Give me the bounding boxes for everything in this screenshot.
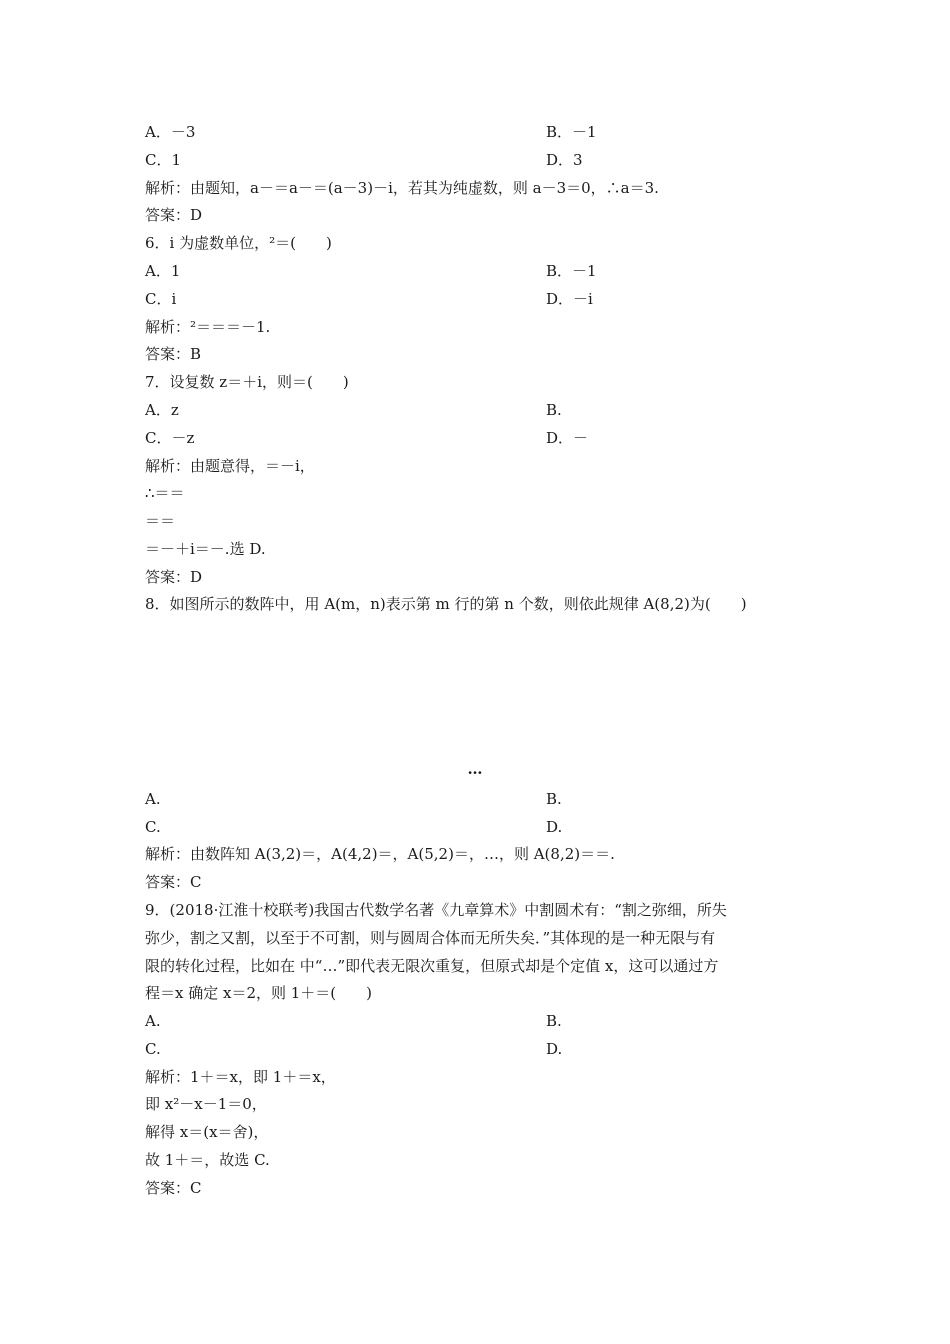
text-line: A. <box>145 790 161 808</box>
option-right: D．－i <box>546 290 593 308</box>
option-right: B. <box>546 401 562 419</box>
text-line: C．1 <box>145 151 182 169</box>
ellipsis-line: … <box>467 760 483 778</box>
text-line: 6．i 为虚数单位，²＝( ) <box>145 234 332 252</box>
text-line: 限的转化过程，比如在 中“…”即代表无限次重复，但原式却是个定值 x，这可以通过方 <box>145 957 719 975</box>
text-line: 答案：D <box>145 568 203 586</box>
text-line: A. <box>145 1012 161 1030</box>
text-line: 即 x²－x－1＝0， <box>145 1095 267 1113</box>
text-line: 答案：B <box>145 345 202 363</box>
text-line: ＝－＋i＝－.选 D. <box>145 540 266 558</box>
text-line: 解析：²＝＝＝－1. <box>145 318 271 336</box>
text-line: 解析：1＋＝x，即 1＋＝x， <box>145 1068 336 1086</box>
text-line: C．－z <box>145 429 195 447</box>
text-line: 解析：由数阵知 A(3,2)＝，A(4,2)＝，A(5,2)＝，…，则 A(8,2)＝＝. <box>145 845 615 863</box>
text-line: 解得 x＝(x＝舍)， <box>145 1123 269 1141</box>
option-right: D．3 <box>546 151 583 169</box>
text-line: A．1 <box>145 262 181 280</box>
text-line: 7．设复数 z＝＋i，则＝( ) <box>145 373 349 391</box>
text-line: 8．如图所示的数阵中，用 A(m，n)表示第 m 行的第 n 个数，则依此规律 A(8,2)为( ) <box>145 595 747 613</box>
text-line: 程＝x 确定 x＝2，则 1＋＝( ) <box>145 984 373 1002</box>
option-right: B. <box>546 1012 562 1030</box>
option-right: D. <box>546 1040 563 1058</box>
text-line: 故 1＋＝，故选 C. <box>145 1151 270 1169</box>
text-line: 解析：由题知，a－＝a－＝(a－3)－i，若其为纯虚数，则 a－3＝0，∴a＝3. <box>145 179 659 197</box>
text-line: 弥少，割之又割，以至于不可割，则与圆周合体而无所失矣．”其体现的是一种无限与有 <box>145 929 716 947</box>
text-line: A．－3 <box>145 123 196 141</box>
option-right: D．－ <box>546 429 589 447</box>
text-line: C．i <box>145 290 177 308</box>
text-line: 答案：D <box>145 206 203 224</box>
option-right: B. <box>546 790 562 808</box>
text-line: 答案：C <box>145 873 202 891</box>
text-line: ＝＝ <box>145 512 176 530</box>
text-line: 答案：C <box>145 1179 202 1197</box>
option-right: D. <box>546 818 563 836</box>
option-right: B．－1 <box>546 123 597 141</box>
text-line: C. <box>145 1040 161 1058</box>
text-line: C. <box>145 818 161 836</box>
text-line: 9．(2018·江淮十校联考)我国古代数学名著《九章算术》中割圆术有：“割之弥细，所失 <box>145 901 727 919</box>
option-right: B．－1 <box>546 262 597 280</box>
text-line: ∴＝＝ <box>145 484 185 502</box>
text-line: A．z <box>145 401 179 419</box>
text-line: 解析：由题意得，＝－i， <box>145 457 315 475</box>
